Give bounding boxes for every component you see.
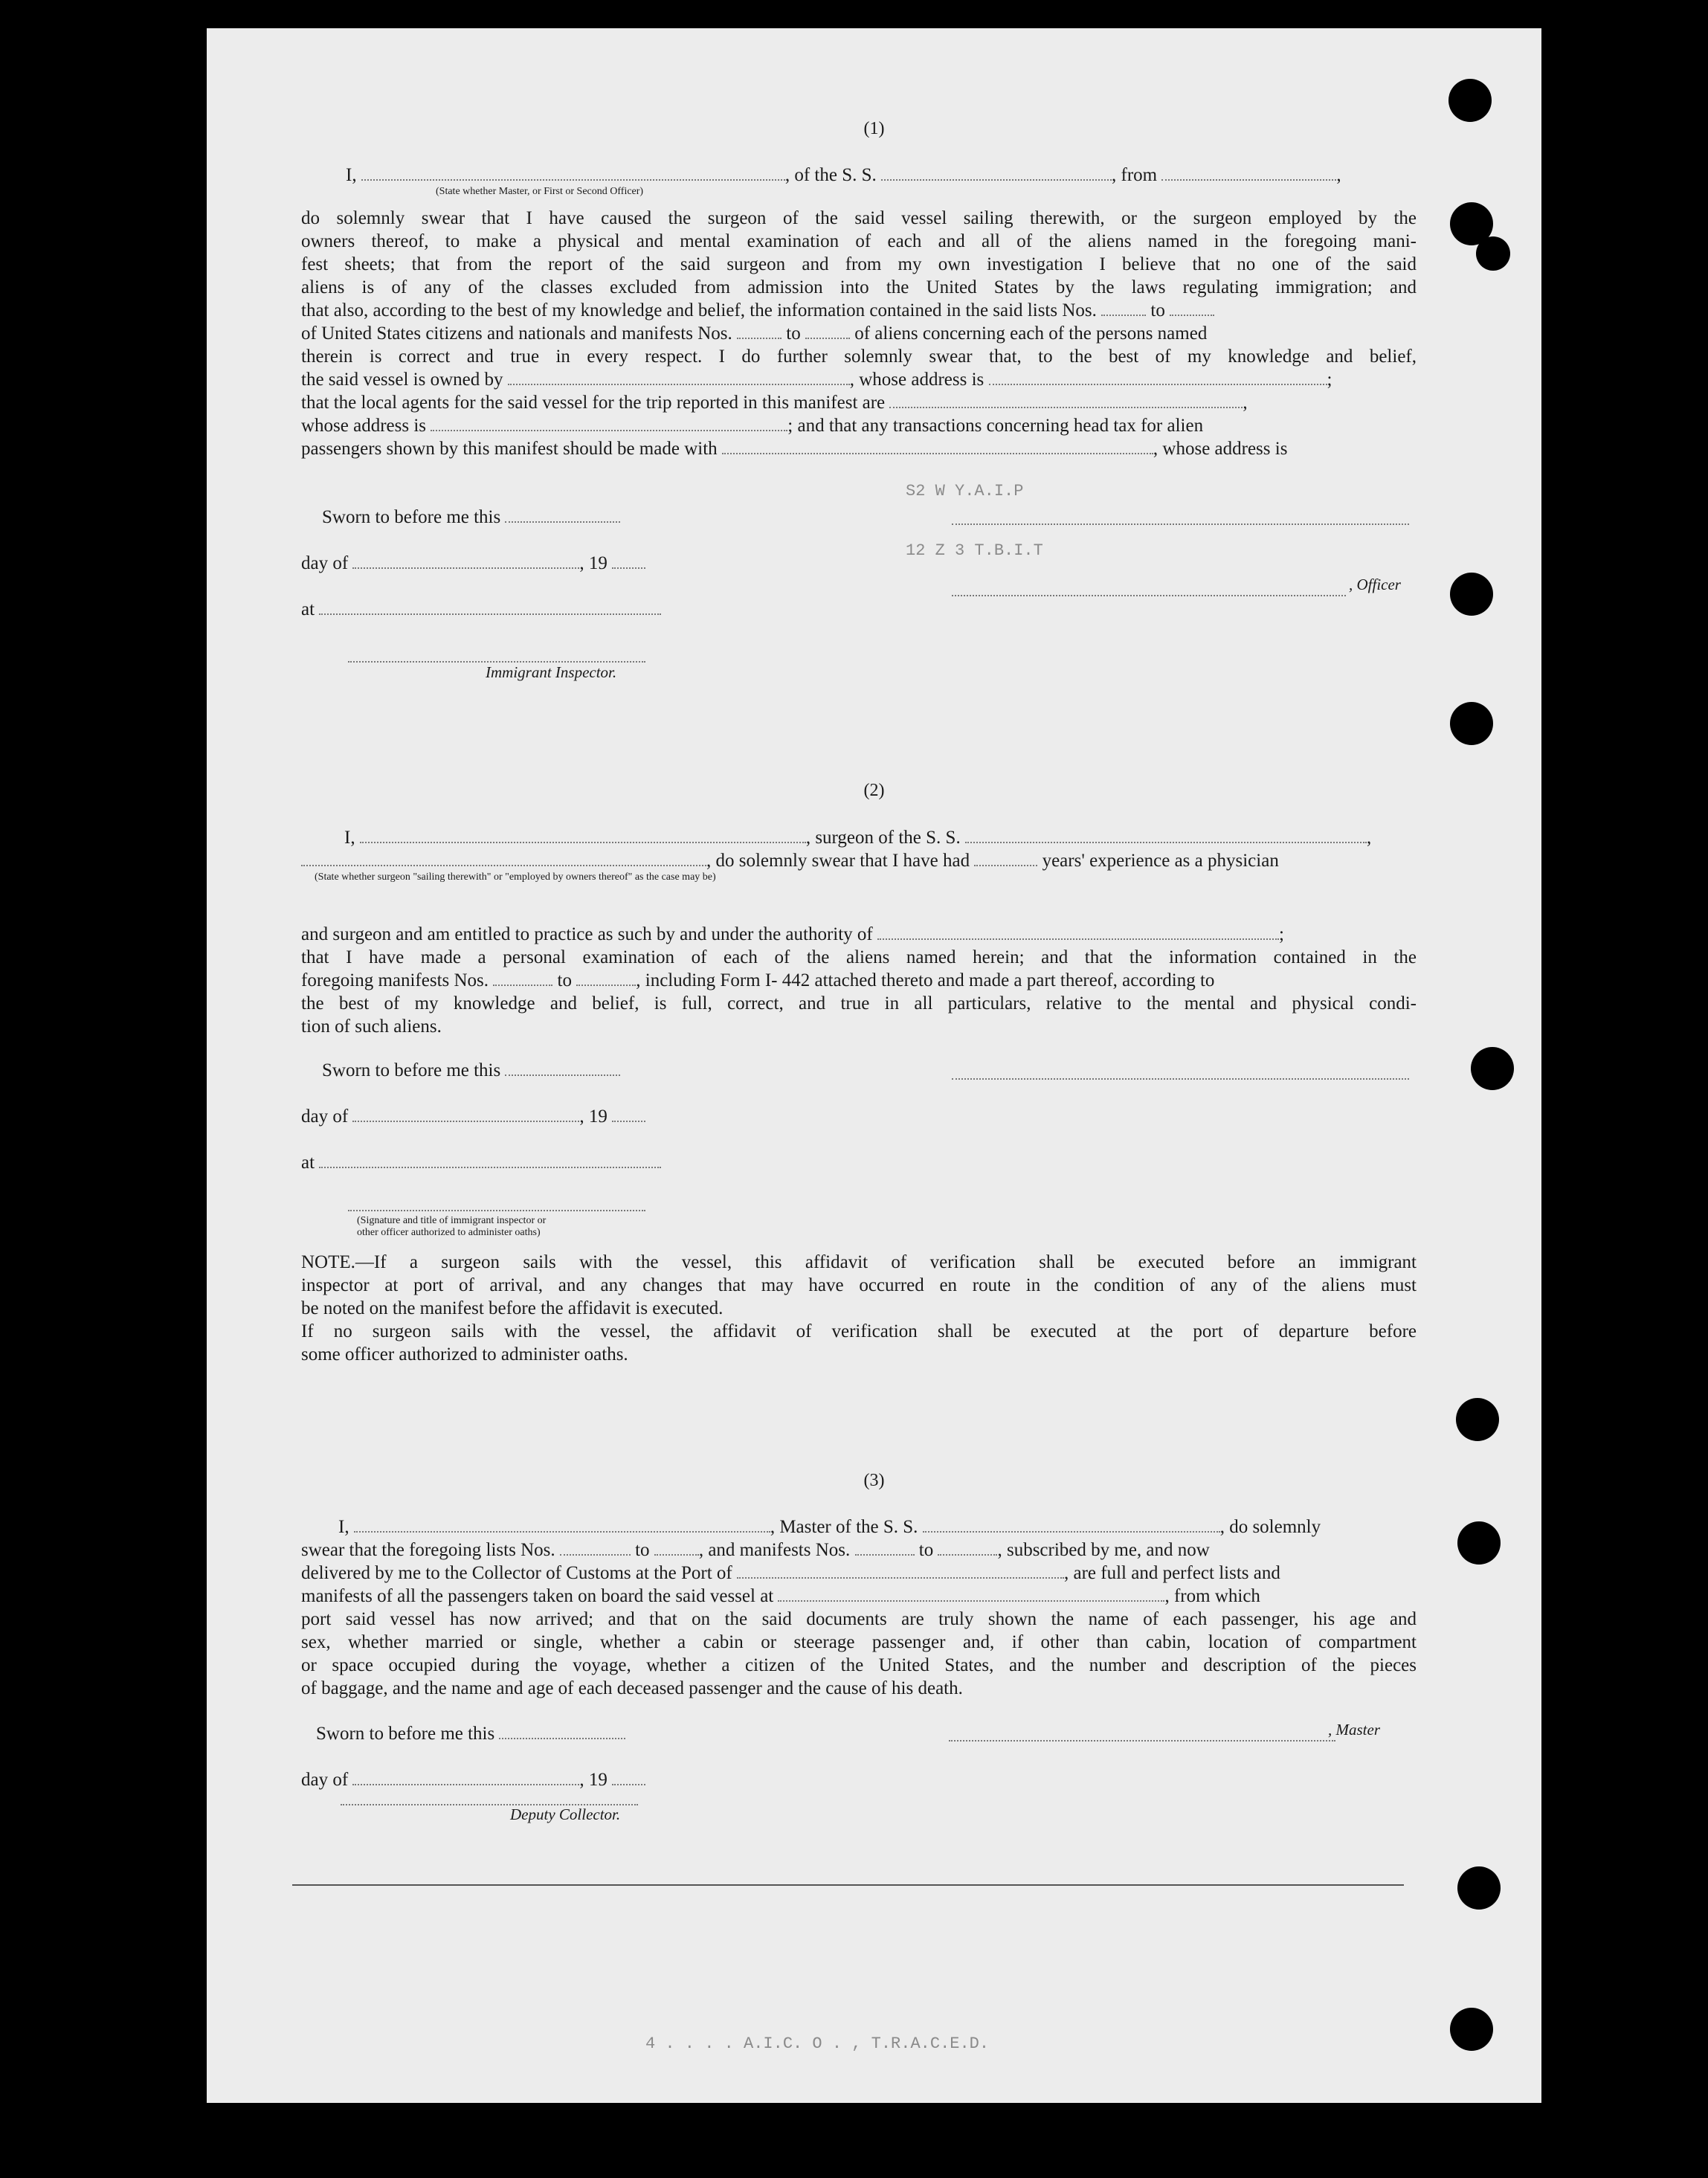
s2-manifests-to-field[interactable] [576,971,636,986]
s3-sworn: Sworn to before me this [301,1722,1417,1745]
section-3-heading: (3) [863,1471,885,1490]
s3-collector-label: Deputy Collector. [510,1805,621,1823]
s1-line-lists: that also, according to the best of my knowledge and belief, the information contained in the said lists Nos. to [301,299,1417,322]
s3-line-lists: swear that the foregoing lists Nos. to , and manifests Nos. to , subscribed by me, and now [301,1540,1210,1560]
s2-line-manifests: foregoing manifests Nos. to , including Form I- 442 attached thereto and made a part thereof, according to [301,970,1215,990]
punch-hole [1450,573,1493,616]
s3-lists-to-field[interactable] [654,1541,699,1556]
punch-hole [1456,1398,1499,1441]
owner-field[interactable] [508,370,850,385]
s1-line-agents: that the local agents for the said vessel for the trip reported in this manifest are , [301,393,1248,413]
s1-line-agent-address: whose address is ; and that any transactions concerning head tax for alien [301,416,1204,436]
punch-hole [1457,1521,1501,1565]
s1-paragraph-line: aliens is of any of the classes excluded from admission into the United States by the laws regulating immigration; and [301,277,1417,297]
s2-paragraph-line: tion of such aliens. [301,1016,442,1037]
s3-ship-name-field[interactable] [923,1518,1220,1533]
years-experience-field[interactable] [974,851,1037,866]
punch-hole [1476,236,1510,271]
s3-paragraph-line: of baggage, and the name and age of each deceased passenger and the cause of his death. [301,1678,963,1698]
bleed-through-text: S2 W Y.A.I.P [906,482,1024,500]
agents-field[interactable] [889,393,1243,408]
surgeon-name-field[interactable] [360,828,806,843]
s2-sworn: Sworn to before me this [301,1059,1417,1082]
s2-surgeon-signature-line[interactable] [952,1077,1409,1080]
s3-line-master: I, , Master of the S. S. , do solemnly [338,1517,1321,1537]
s3-sworn-date-field[interactable] [499,1724,625,1739]
s2-paragraph-line: that I have made a personal examination of each of the aliens named herein; and that the information contained in the [301,947,1417,967]
ship-name-field[interactable] [881,166,1112,181]
surgeon-status-field[interactable] [301,851,706,866]
bottom-rule [292,1884,1404,1886]
punch-hole [1448,79,1492,122]
note-paragraph-line: be noted on the manifest before the affidavit is executed. [301,1298,724,1318]
s3-manifests-to-field[interactable] [938,1541,997,1556]
s1-year-field[interactable] [612,554,645,569]
punch-hole [1457,1866,1501,1910]
s3-day-field[interactable] [352,1771,579,1785]
from-port-field[interactable] [1161,166,1336,181]
s2-paragraph-line: the best of my knowledge and belief, is full, correct, and true in all particulars, relative to the mental and physical condi- [301,993,1417,1014]
s1-officer-label: , Officer [1349,576,1401,593]
s1-line-master: I, , of the S. S. , from , [346,165,1341,185]
document-page [207,28,1541,2103]
s3-port-field[interactable] [737,1564,1064,1579]
s1-inspector-label: Immigrant Inspector. [486,663,617,681]
manifests-from-field[interactable] [737,324,782,339]
manifests-to-field[interactable] [805,324,850,339]
s2-line-experience: , do solemnly swear that I have had years' experience as a physician [301,849,1417,872]
note-paragraph-line: some officer authorized to administer oaths. [301,1344,628,1365]
s1-day-field[interactable] [352,554,579,569]
lists-to-field[interactable] [1170,301,1214,316]
s2-line-authority: and surgeon and am entitled to practice as such by and under the authority of ; [301,924,1284,944]
s1-sworn-date-field[interactable] [505,508,620,523]
s1-line-manifests: of United States citizens and nationals and manifests Nos. to of aliens concerning each of the persons named [301,323,1208,344]
lists-from-field[interactable] [1101,301,1146,316]
s1-paragraph-line: fest sheets; that from the report of the said surgeon and from my own investigation I believe that no one of the said [301,254,1417,274]
s3-master-name-field[interactable] [354,1518,770,1533]
s2-inspector-signature-line[interactable] [348,1208,645,1211]
bleed-through-text: 12 Z 3 T.B.I.T [906,541,1043,560]
punch-hole [1450,702,1493,745]
note-paragraph-line: If no surgeon sails with the vessel, the affidavit of verification shall be executed at the port of departure before [301,1321,1417,1341]
owner-address-field[interactable] [989,370,1327,385]
s1-dayof: day of , 19 [301,552,1417,575]
s3-line-boarded: manifests of all the passengers taken on board the said vessel at , from which [301,1586,1260,1606]
s1-officer-signature-line-top[interactable] [952,522,1409,525]
s3-boarding-port-field[interactable] [778,1587,1164,1602]
punch-hole [1450,2008,1493,2051]
s1-place-field[interactable] [319,600,661,615]
s3-year-field[interactable] [612,1771,645,1785]
s3-paragraph-line: sex, whether married or single, whether a cabin or steerage passenger and, if other than cabin, location of compartment [301,1632,1417,1652]
s3-paragraph-line: or space occupied during the voyage, whether a citizen of the United States, and the number and description of the pieces [301,1655,1417,1675]
s1-paragraph-line: do solemnly swear that I have caused the surgeon of the said vessel sailing therewith, or the surgeon employed by the [301,208,1417,228]
authority-field[interactable] [877,925,1279,940]
s2-surgeon-note: (State whether surgeon "sailing therewith" or "employed by owners thereof" as the case may be) [315,871,716,883]
s1-line-owner: the said vessel is owned by , whose address is ; [301,370,1332,390]
s1-sworn: Sworn to before me this [301,506,1417,529]
s3-dayof: day of , 19 [301,1768,1417,1791]
note-paragraph-line: NOTE.—If a surgeon sails with the vessel, this affidavit of verification shall be executed before an immigrant [301,1252,1417,1272]
section-1-heading: (1) [863,119,885,138]
s2-signature-note: (Signature and title of immigrant inspector or [357,1215,547,1226]
s2-sworn-date-field[interactable] [505,1061,620,1076]
s2-line-surgeon: I, , surgeon of the S. S. , [344,828,1372,848]
punch-hole [1471,1047,1514,1090]
s1-at: at [301,598,1417,621]
s2-ship-name-field[interactable] [965,828,1367,843]
agent-address-field[interactable] [431,416,787,431]
s2-signature-note: other officer authorized to administer oaths) [357,1227,541,1238]
s3-master-signature-line[interactable] [949,1739,1335,1742]
s3-manifests-from-field[interactable] [855,1541,915,1556]
s1-paragraph-line: therein is correct and true in every respect. I do further solemnly swear that, to the best of my knowledge and belief, [301,347,1417,367]
head-tax-contact-field[interactable] [722,439,1153,454]
s2-year-field[interactable] [612,1107,645,1122]
s1-officer-note: (State whether Master, or First or Second Officer) [436,186,644,197]
s2-day-field[interactable] [352,1107,579,1122]
s2-at: at [301,1151,1417,1174]
s1-line-head-tax: passengers shown by this manifest should be made with , whose address is [301,439,1288,459]
s1-officer-signature-line[interactable] [952,593,1346,596]
s2-dayof: day of , 19 [301,1105,1417,1128]
s1-paragraph-line: owners thereof, to make a physical and mental examination of each and all of the aliens named in the foregoing mani- [301,231,1417,251]
officer-name-field[interactable] [361,166,785,181]
s1-inspector-signature-line[interactable] [348,660,645,663]
s3-lists-from-field[interactable] [560,1541,631,1556]
s3-paragraph-line: port said vessel has now arrived; and that on the said documents are truly shown the name of each passenger, his age and [301,1609,1417,1629]
s3-master-label: , Master [1328,1721,1380,1739]
s2-place-field[interactable] [319,1153,661,1168]
s2-manifests-from-field[interactable] [493,971,552,986]
section-2-heading: (2) [863,781,885,800]
note-paragraph-line: inspector at port of arrival, and any changes that may have occurred en route in the condition of any of the aliens must [301,1275,1417,1295]
s3-line-port: delivered by me to the Collector of Customs at the Port of , are full and perfect lists and [301,1563,1280,1583]
bleed-through-text: 4 . . . . A.I.C. O . , T.R.A.C.E.D. [645,2034,990,2053]
